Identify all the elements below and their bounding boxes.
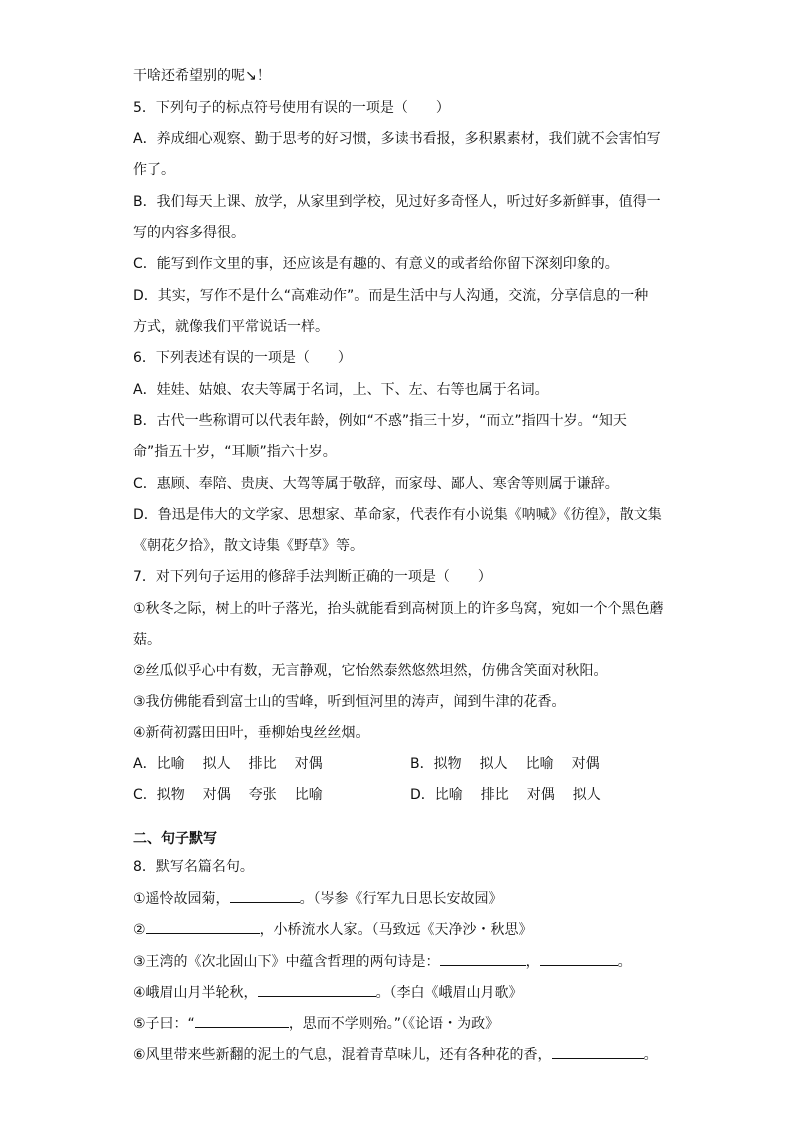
answer-blank[interactable] <box>552 1044 644 1059</box>
q6-stem: 6．下列表述有误的一项是（ ） <box>133 350 352 366</box>
q8-line-1 <box>133 888 503 909</box>
q7-sentence-1-line2: 菇。 <box>133 632 161 648</box>
option-word: 比喻 <box>294 787 323 803</box>
line-text: ⑥风里带来些新翻的泥土的气息，混着青草味儿，还有各种花的香， <box>133 1047 552 1063</box>
option-word: 比喻 <box>434 787 463 803</box>
q6-option-b-line2: 命”指五十岁，“耳顺”指六十岁。 <box>133 444 337 460</box>
q5-option-a-line1: A．养成细心观察、勤于思考的好习惯，多读书看报，多积累素材，我们就不会害怕写 <box>133 131 661 147</box>
q5-option-b-line2: 写的内容多得很。 <box>133 225 245 241</box>
q7-option-d <box>410 785 619 805</box>
line-text: ，小桥流水人家。（马致远《天净沙・秋思》 <box>259 922 533 938</box>
q8-stem: 8．默写名篇名句。 <box>133 859 254 875</box>
q6-option-d-line2: 《朝花夕拾》，散文诗集《野草》等。 <box>133 538 364 554</box>
option-word: 拟人 <box>202 756 231 772</box>
line-text: ④峨眉山月半轮秋， <box>133 985 258 1001</box>
q8-line-5 <box>133 1013 499 1034</box>
q7-sentence-3: ③我仿佛能看到富士山的雪峰，听到恒河里的涛声，闻到牛津的花香。 <box>133 694 566 710</box>
option-word: 拟物 <box>433 756 462 772</box>
option-label: C． <box>133 787 157 803</box>
option-word: 拟物 <box>156 787 185 803</box>
option-word: 排比 <box>480 787 509 803</box>
q6-option-c: C．惠顾、奉陪、贵庚、大驾等属于敬辞，而家母、鄙人、寒舍等则属于谦辞。 <box>133 476 619 492</box>
line-text: ② <box>133 922 146 938</box>
option-word: 对偶 <box>202 787 231 803</box>
line-text: ⑤子曰：“ <box>133 1016 195 1032</box>
q7-sentence-1-line1: ①秋冬之际，树上的叶子落光，抬头就能看到高树顶上的许多鸟窝，宛如一个个黑色蘑 <box>133 601 664 617</box>
q7-option-a <box>133 754 341 774</box>
option-word: 比喻 <box>525 756 554 772</box>
q5-option-a-line2: 作了。 <box>133 162 175 178</box>
q6-option-a: A．娃娃、姑娘、农夫等属于名词，上、下、左、右等也属于名词。 <box>133 382 549 398</box>
line-text: 。 <box>643 1047 658 1063</box>
line-text: ①遥怜故园菊， <box>133 891 230 907</box>
q5-option-d-line2: 方式，就像我们平常说话一样。 <box>133 319 329 335</box>
line-text: 。（岑参《行军九日思长安故园》 <box>299 891 503 907</box>
intro-tail: 干啥还希望别的呢↘！ <box>133 68 271 84</box>
option-label: D． <box>410 787 435 803</box>
option-word: 夸张 <box>248 787 277 803</box>
line-text: ， <box>525 954 540 970</box>
answer-blank[interactable] <box>258 982 376 997</box>
q7-option-b <box>410 754 618 774</box>
option-word: 对偶 <box>526 787 555 803</box>
option-word: 拟人 <box>572 787 601 803</box>
q8-line-2 <box>133 919 533 940</box>
q8-line-6 <box>133 1044 658 1065</box>
answer-blank[interactable] <box>540 951 618 966</box>
q8-line-3 <box>133 951 632 972</box>
q6-option-b-line1: B．古代一些称谓可以代表年龄，例如“不惑”指三十岁，“而立”指四十岁。“知天 <box>133 413 627 429</box>
section-title: 二、句子默写 <box>133 831 217 847</box>
option-word: 拟人 <box>479 756 508 772</box>
option-label: A． <box>133 756 157 772</box>
line-text: 。 <box>617 954 632 970</box>
line-text: ③王湾的《次北固山下》中蕴含哲理的两句诗是： <box>133 954 440 970</box>
q7-stem: 7．对下列句子运用的修辞手法判断正确的一项是（ ） <box>133 569 492 585</box>
q5-stem: 5．下列句子的标点符号使用有误的一项是（ ） <box>133 100 450 116</box>
line-text: 。（李白《峨眉山月歌》 <box>375 985 523 1001</box>
q7-sentence-4: ④新荷初露田田叶，垂柳始曳丝丝烟。 <box>133 725 370 741</box>
option-word: 对偶 <box>294 756 323 772</box>
option-label: B． <box>410 756 434 772</box>
answer-blank[interactable] <box>146 919 260 934</box>
option-word: 对偶 <box>571 756 600 772</box>
q7-option-c <box>133 785 341 805</box>
option-word: 排比 <box>248 756 277 772</box>
q7-sentence-2: ②丝瓜似乎心中有数，无言静观，它怡然泰然悠然坦然，仿佛含笑面对秋阳。 <box>133 663 608 679</box>
q5-option-b-line1: B．我们每天上课、放学，从家里到学校，见过好多奇怪人，听过好多新鲜事，值得一 <box>133 194 661 210</box>
answer-blank[interactable] <box>440 951 526 966</box>
q5-option-c: C．能写到作文里的事，还应该是有趣的、有意义的或者给你留下深刻印象的。 <box>133 256 619 272</box>
line-text: ，思而不学则殆。”（《论语・为政》 <box>288 1016 500 1032</box>
q5-option-d-line1: D．其实，写作不是什么“高难动作”。而是生活中与人沟通，交流，分享信息的一种 <box>133 288 649 304</box>
answer-blank[interactable] <box>195 1013 289 1028</box>
answer-blank[interactable] <box>230 888 300 903</box>
q8-line-4 <box>133 982 523 1003</box>
option-word: 比喻 <box>156 756 185 772</box>
q6-option-d-line1: D．鲁迅是伟大的文学家、思想家、革命家，代表作有小说集《呐喊》《彷徨》，散文集 <box>133 507 662 523</box>
